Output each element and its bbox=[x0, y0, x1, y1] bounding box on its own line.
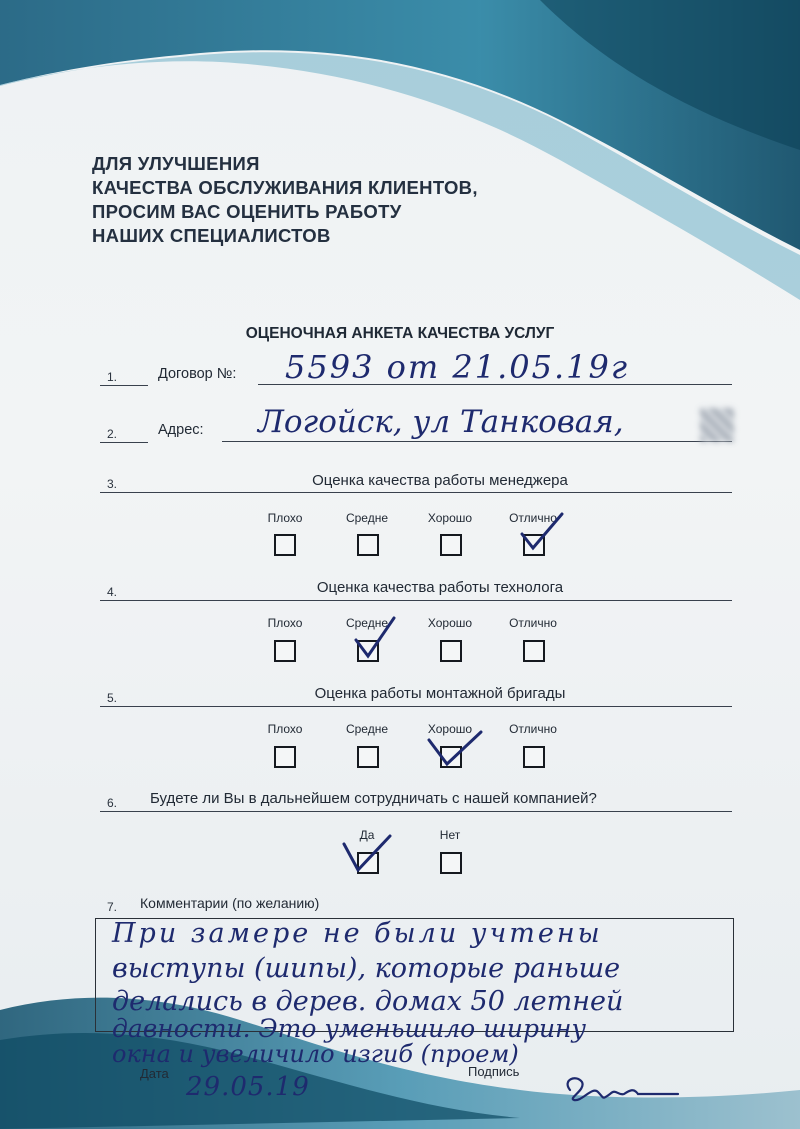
q3-option-label: Плохо bbox=[267, 511, 303, 525]
q5-checkbox-excellent[interactable] bbox=[523, 746, 545, 768]
q3-option-label: Хорошо bbox=[427, 511, 473, 525]
q3-option-label: Отлично bbox=[509, 511, 557, 525]
q1-label: Договор №: bbox=[158, 366, 237, 382]
q4-option-label: Плохо bbox=[267, 616, 303, 630]
q5-option-label: Хорошо bbox=[427, 722, 473, 736]
q3-checkbox-average[interactable] bbox=[357, 534, 379, 556]
header-line: КАЧЕСТВА ОБСЛУЖИВАНИЯ КЛИЕНТОВ, bbox=[92, 177, 478, 198]
comment-line: делались в дерев. домах 50 летней bbox=[112, 986, 624, 1017]
header-text bbox=[92, 152, 478, 248]
q5-option-label: Средне bbox=[345, 722, 389, 736]
q2-underline bbox=[222, 441, 732, 442]
q6-number: 6. bbox=[107, 796, 118, 810]
q3-checkbox-poor[interactable] bbox=[274, 534, 296, 556]
q6-option-label: Да bbox=[359, 828, 375, 842]
header-line: ПРОСИМ ВАС ОЦЕНИТЬ РАБОТУ bbox=[92, 201, 402, 222]
comment-line: При замере не были учтены bbox=[112, 918, 603, 949]
q4-option-label: Хорошо bbox=[427, 616, 473, 630]
q4-checkmark-icon bbox=[350, 612, 400, 662]
q5-option-label: Отлично bbox=[509, 722, 557, 736]
q5-underline bbox=[100, 706, 732, 707]
redacted-address bbox=[700, 408, 734, 442]
q5-checkmark-icon bbox=[425, 726, 485, 770]
q3-option-label: Средне bbox=[345, 511, 389, 525]
q6-checkmark-icon bbox=[340, 834, 394, 876]
q3-underline bbox=[100, 492, 732, 493]
q7-label: Комментарии (по желанию) bbox=[140, 895, 320, 911]
q7-number: 7. bbox=[107, 900, 118, 914]
q6-underline bbox=[100, 811, 732, 812]
date-label: Дата bbox=[140, 1066, 169, 1081]
header-line: ДЛЯ УЛУЧШЕНИЯ bbox=[92, 153, 260, 174]
contract-number-field[interactable]: 5593 от 21.05.19г bbox=[285, 348, 630, 386]
q5-number: 5. bbox=[107, 691, 118, 705]
comment-line: окна и увеличило изгиб (проем) bbox=[112, 1040, 519, 1068]
q3-checkmark-icon bbox=[516, 510, 566, 558]
q4-checkbox-poor[interactable] bbox=[274, 640, 296, 662]
q1-number-line bbox=[100, 385, 148, 386]
q6-checkbox-no[interactable] bbox=[440, 852, 462, 874]
q4-checkbox-excellent[interactable] bbox=[523, 640, 545, 662]
q3-checkbox-good[interactable] bbox=[440, 534, 462, 556]
header-line: НАШИХ СПЕЦИАЛИСТОВ bbox=[92, 225, 331, 246]
q4-option-label: Средне bbox=[345, 616, 389, 630]
q2-label: Адрес: bbox=[158, 422, 204, 438]
q4-option-label: Отлично bbox=[509, 616, 557, 630]
q1-number: 1. bbox=[107, 370, 118, 384]
signature-label: Подпись bbox=[468, 1064, 520, 1079]
comment-line: выступы (шипы), которые раньше bbox=[112, 953, 621, 984]
q5-checkbox-average[interactable] bbox=[357, 746, 379, 768]
signature-mark bbox=[558, 1068, 688, 1108]
q5-option-label: Плохо bbox=[267, 722, 303, 736]
q5-checkbox-poor[interactable] bbox=[274, 746, 296, 768]
q2-number: 2. bbox=[107, 427, 118, 441]
q4-number: 4. bbox=[107, 585, 118, 599]
q4-checkbox-good[interactable] bbox=[440, 640, 462, 662]
q5-label: Оценка работы монтажной бригады bbox=[314, 685, 566, 702]
q6-option-label: Нет bbox=[439, 828, 461, 842]
q4-underline bbox=[100, 600, 732, 601]
q4-label: Оценка качества работы технолога bbox=[316, 579, 564, 596]
q3-label: Оценка качества работы менеджера bbox=[312, 472, 568, 489]
q3-number: 3. bbox=[107, 477, 118, 491]
comment-line: давности. Это уменьшило ширину bbox=[112, 1014, 587, 1043]
date-field[interactable]: 29.05.19 bbox=[186, 1072, 310, 1102]
q2-number-line bbox=[100, 442, 148, 443]
form-title: ОЦЕНОЧНАЯ АНКЕТА КАЧЕСТВА УСЛУГ bbox=[245, 325, 555, 342]
q6-label: Будете ли Вы в дальнейшем сотрудничать с нашей компанией? bbox=[150, 790, 597, 807]
address-field[interactable]: Логойск, ул Танковая, bbox=[258, 404, 624, 440]
